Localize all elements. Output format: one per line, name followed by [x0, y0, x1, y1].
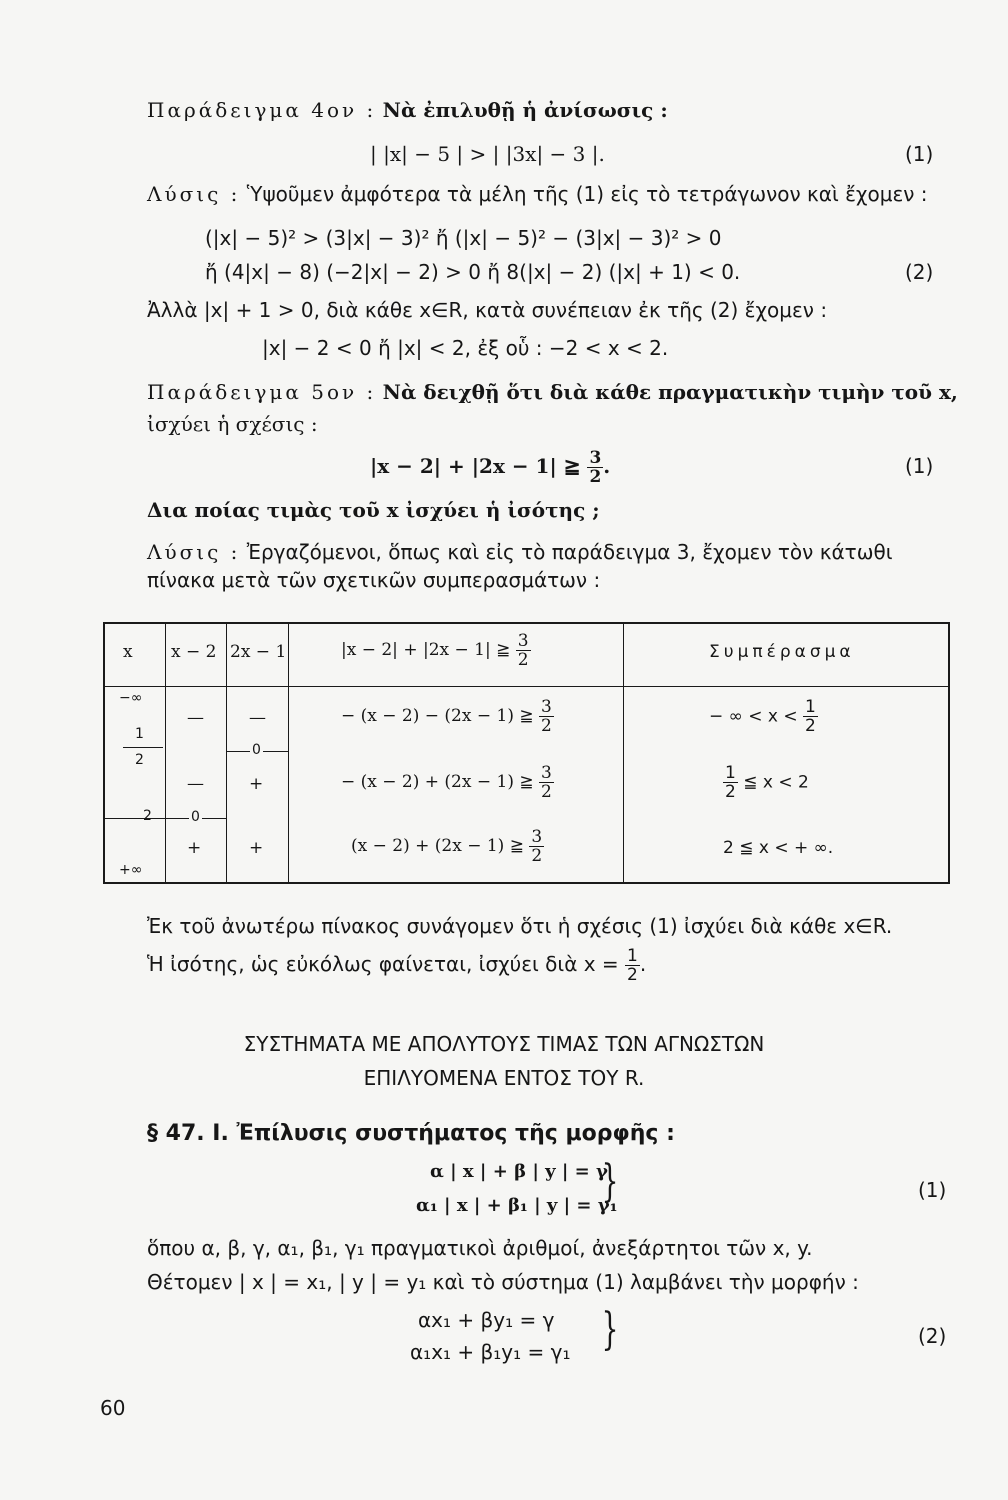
table-column-divider [288, 624, 289, 882]
example-5-question: Δια ποίας τιμὰς τοῦ x ἰσχύει ἡ ἰσότης ; [147, 498, 600, 522]
fraction-denominator: 2 [541, 716, 552, 736]
header-conclusion: Συμπέρασμα [709, 642, 855, 662]
row2-expression-text: − (x − 2) + (2x − 1) ≧ [341, 772, 534, 792]
row3-conclusion: 2 ≦ x < + ∞. [723, 838, 834, 858]
table-column-divider [226, 624, 227, 882]
row1-conclusion-fraction [803, 698, 818, 735]
example-4-step3: Ἀλλὰ |x| + 1 > 0, διὰ κάθε x∈R, κατὰ συνέπειαν ἐκ τῆς (2) ἔχομεν : [147, 298, 828, 322]
row1-conclusion-text: − ∞ < x < [709, 706, 798, 727]
paragraph-47-heading: § 47. I. Ἐπίλυσις συστήματος τῆς μορφῆς : [147, 1121, 675, 1146]
row1-expression-text: − (x − 2) − (2x − 1) ≧ [341, 706, 534, 726]
example-5-solution-text: Ἐργαζόμενοι, ὅπως καὶ εἰς τὸ παράδειγμα 3, ἔχομεν τὸν κάτωθι [246, 540, 893, 564]
fraction-denominator: 2 [517, 650, 529, 670]
system2-equation-a: αx₁ + βy₁ = γ [418, 1308, 555, 1332]
example-4-solution-line [147, 180, 928, 208]
system2-label: (2) [918, 1324, 947, 1348]
header-x-minus-2: x − 2 [171, 642, 217, 662]
example-5-relation-lhs: |x − 2| + |2x − 1| ≧ [370, 454, 581, 478]
system1-equation-a: α | x | + β | y | = γ [430, 1161, 608, 1182]
example-4-heading: Παράδειγμα 4ον : [147, 98, 377, 122]
sign-table [103, 622, 950, 884]
row2-conclusion-fraction [723, 764, 738, 801]
example-4-step1: (|x| − 5)² > (3|x| − 3)² ἤ (|x| − 5)² − (3|x| − 3)² > 0 [205, 226, 722, 250]
example-4-step2: ἤ (4|x| − 8) (−2|x| − 2) > 0 ἤ 8(|x| − 2) (|x| + 1) < 0. [205, 260, 741, 284]
header-sum-expression: |x − 2| + |2x − 1| ≧ [341, 640, 511, 660]
row1-expression-fraction [539, 698, 554, 735]
row2-conclusion [723, 764, 809, 801]
fraction-numerator: 1 [804, 697, 816, 717]
example-5-relation-fraction [587, 449, 603, 486]
boundary-two-line [105, 818, 165, 819]
row1-expression [341, 698, 554, 735]
conclusion-line: Ἐκ τοῦ ἀνωτέρω πίνακος συνάγομεν ὅτι ἡ σχέσις (1) ἰσχύει διὰ κάθε x∈R. [147, 914, 893, 938]
fraction-numerator: 3 [589, 448, 602, 468]
section-title-line-2: ΕΠΙΛΥΟΜΕΝΑ ΕΝΤΟΣ ΤΟΥ R. [363, 1066, 645, 1090]
fraction-numerator: 1 [627, 946, 638, 966]
table-column-divider [165, 624, 166, 882]
coefficients-line: ὅπου α, β, γ, α₁, β₁, γ₁ πραγματικοὶ ἀριθμοί, ἀνεξάρτητοι τῶν x, y. [147, 1236, 813, 1260]
example-5-intro: Νὰ δειχθῇ ὅτι διὰ κάθε πραγματικὴν τιμὴν τοῦ x, [382, 380, 958, 404]
mark-half-denominator: 2 [135, 752, 144, 768]
row1-sign-2x-1: — [249, 708, 266, 728]
fraction-numerator: 3 [517, 631, 529, 651]
row2-sign-2x-1: + [249, 774, 264, 794]
example-4-title-line [147, 96, 668, 124]
fraction-denominator: 2 [804, 716, 816, 736]
header-x: x [123, 642, 133, 662]
example-5-solution-text2: πίνακα μετὰ τῶν σχετικῶν συμπερασμάτων : [147, 568, 601, 592]
row3-sign-x-2: + [187, 838, 202, 858]
table-header-divider [105, 686, 948, 687]
equality-text: Ἡ ἰσότης, ὡς εὐκόλως φαίνεται, ἰσχύει διὰ x = [147, 952, 619, 976]
system2-brace: } [601, 1304, 619, 1355]
example-4-solution-text: Ὑψοῦμεν ἀμφότερα τὰ μέλη τῆς (1) εἰς τὸ τετράγωνον καὶ ἔχομεν : [246, 182, 928, 206]
fraction-denominator: 2 [589, 467, 602, 487]
row2-sign-x-2: — [187, 774, 204, 794]
row2-conclusion-text: ≦ x < 2 [743, 772, 809, 793]
zero-mark-x-2: 0 [191, 809, 200, 825]
example-5-solution-label: Λύσις : [147, 540, 241, 564]
system1-label: (1) [918, 1178, 947, 1202]
mark-half-numerator: 1 [135, 726, 144, 742]
example-4-intro: Νὰ ἐπιλυθῇ ἡ ἀνίσωσις : [382, 98, 668, 122]
boundary-half-line [123, 747, 163, 748]
zero-mark-2x-1: 0 [252, 742, 261, 758]
fraction-denominator: 2 [541, 782, 552, 802]
example-5-relation: |x − 2| + |2x − 1| ≧ $\frac{3}{2}$ . [370, 448, 611, 487]
fraction-denominator: 2 [725, 782, 736, 802]
fraction-denominator: 2 [627, 965, 638, 985]
example-5-intro2: ἰσχύει ἡ σχέσις : [147, 412, 318, 436]
mark-two: 2 [143, 808, 152, 824]
row2-expression-fraction [539, 764, 554, 801]
row1-conclusion [709, 698, 818, 735]
example-4-solution-label: Λύσις : [147, 182, 241, 206]
system1-brace: } [601, 1156, 619, 1207]
row3-expression-fraction [529, 828, 544, 865]
row1-sign-x-2: — [187, 708, 204, 728]
fraction-denominator: 2 [531, 846, 543, 866]
row3-expression-text: (x − 2) + (2x − 1) ≧ [351, 836, 524, 856]
row3-sign-2x-1: + [249, 838, 264, 858]
example-5-title-line [147, 378, 958, 406]
page-number: 60 [100, 1396, 126, 1420]
system1-equation-b: α₁ | x | + β₁ | y | = γ₁ [416, 1195, 618, 1216]
example-5-eq-label: (1) [905, 454, 934, 478]
example-5-solution-line [147, 538, 892, 566]
example-5-heading: Παράδειγμα 5ον : [147, 380, 377, 404]
fraction-numerator: 3 [541, 763, 552, 783]
table-column-divider [623, 624, 624, 882]
fraction-numerator: 3 [541, 697, 552, 717]
section-title-line-1: ΣΥΣΤΗΜΑΤΑ ΜΕ ΑΠΟΛΥΤΟΥΣ ΤΙΜΑΣ ΤΩΝ ΑΓΝΩΣΤΩΝ [243, 1032, 765, 1056]
equality-line: Ἡ ἰσότης, ὡς εὐκόλως φαίνεται, ἰσχύει διὰ x = $\frac{1}{2}$ . [147, 946, 647, 985]
mark-minus-infinity: −∞ [119, 690, 143, 706]
mark-plus-infinity: +∞ [119, 862, 143, 878]
example-4-eq-label: (1) [905, 142, 934, 166]
header-sum-fraction [516, 632, 531, 669]
fraction-numerator: 1 [725, 763, 736, 783]
row2-expression [341, 764, 554, 801]
substitution-line: Θέτομεν | x | = x₁, | y | = y₁ καὶ τὸ σύστημα (1) λαμβάνει τὴν μορφήν : [147, 1270, 859, 1294]
system2-equation-b: α₁x₁ + β₁y₁ = γ₁ [410, 1340, 571, 1364]
equality-fraction [625, 947, 640, 984]
header-2x-minus-1: 2x − 1 [230, 642, 287, 662]
example-4-step4: |x| − 2 < 0 ἤ |x| < 2, ἐξ οὗ : −2 < x < 2. [262, 336, 669, 360]
fraction-numerator: 3 [531, 827, 543, 847]
example-4-inequality: | |x| − 5 | > | |3x| − 3 |. [370, 142, 605, 166]
row3-expression [351, 828, 544, 865]
header-sum [341, 632, 531, 669]
example-4-step2-label: (2) [905, 260, 934, 284]
